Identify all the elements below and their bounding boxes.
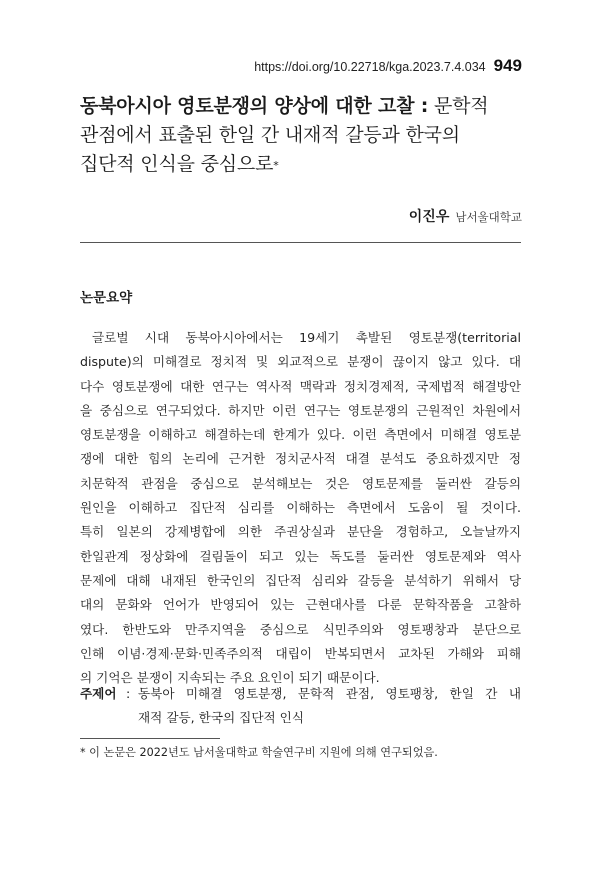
doi-link[interactable]: https://doi.org/10.22718/kga.2023.7.4.034 <box>254 60 486 74</box>
abstract-line: 원인을 이해하고 집단적 심리를 이해하는 측면에서 도움이 될 것이다. <box>80 500 521 516</box>
keywords-colon: : <box>126 686 131 701</box>
footnote-divider <box>80 738 220 739</box>
abstract-line: 쟁에 대한 힘의 논리에 근거한 정치군사적 대결 분석도 중요하겠지만 정 <box>80 451 521 467</box>
abstract-line: 의 기억은 분쟁이 지속되는 주요 요인이 되기 때문이다. <box>80 670 380 686</box>
title-footnote-mark: * <box>273 159 279 172</box>
abstract-line: 치문학적 관점을 중심으로 분석해보는 것은 영토문제를 둘러싼 갈등의 <box>80 475 521 491</box>
abstract-body <box>80 326 521 690</box>
keywords-label: 주제어 <box>80 686 117 701</box>
abstract-line: 였다. 한반도와 만주지역을 중심으로 식민주의와 영토팽창과 분단으로 <box>80 621 521 637</box>
title-line2: 관점에서 표출된 한일 간 내재적 갈등과 한국의 <box>80 124 460 146</box>
abstract-line: 다수 영토분쟁에 대한 연구는 역사적 맥락과 정치경제적, 국제법적 해결방안 <box>80 378 521 394</box>
article-title <box>80 92 540 180</box>
abstract-line: 한일관계 정상화에 걸림돌이 되고 있는 독도를 둘러싼 영토문제와 역사 <box>80 548 521 564</box>
abstract-line: 인해 이념·경제·문화·민족주의적 대립이 반복되면서 교차된 가해와 피해 <box>80 645 521 661</box>
title-line1-rest: 문학적 <box>433 95 489 117</box>
running-header <box>254 56 522 76</box>
keywords-line: 재적 갈등, 한국의 집단적 인식 <box>138 710 305 725</box>
abstract-line: 문제에 대해 내재된 한국인의 집단적 심리와 갈등을 분석하기 위해서 당 <box>80 572 521 588</box>
author-name: 이진우 <box>408 209 450 225</box>
page-number: 949 <box>493 56 522 75</box>
abstract-line: 글로벌 시대 동북아시아에서는 19세기 촉발된 영토분쟁(territorial <box>92 330 521 345</box>
title-line3: 집단적 인식을 중심으로 <box>80 153 274 175</box>
keywords-line: 동북아 미해결 영토분쟁, 문학적 관점, 영토팽창, 한일 간 내 <box>138 686 521 701</box>
author-block <box>409 206 522 226</box>
header-divider <box>80 242 521 243</box>
author-affiliation: 남서울대학교 <box>455 210 522 224</box>
abstract-line: 영토분쟁을 이해하고 해결하는데 한계가 있다. 이런 측면에서 미해결 영토분 <box>80 427 521 443</box>
abstract-line: dispute)의 미해결로 정치적 및 외교적으로 분쟁이 끊이지 않고 있다. 대 <box>80 354 521 370</box>
footnote: * 이 논문은 2022년도 남서울대학교 학술연구비 지원에 의해 연구되었음. <box>80 746 438 759</box>
abstract-line: 을 중심으로 연구되었다. 하지만 이런 연구는 영토분쟁의 근원적인 차원에서 <box>80 402 521 418</box>
abstract-line: 특히 일본의 강제병합에 의한 주권상실과 분단을 경험하고, 오늘날까지 <box>80 524 521 540</box>
title-main: 동북아시아 영토분쟁의 양상에 대한 고찰 : <box>80 95 429 117</box>
abstract-heading: 논문요약 <box>80 290 133 306</box>
keywords-list <box>138 682 521 730</box>
abstract-line: 대의 문화와 언어가 반영되어 있는 근현대사를 다룬 문학작품을 고찰하 <box>80 597 521 613</box>
